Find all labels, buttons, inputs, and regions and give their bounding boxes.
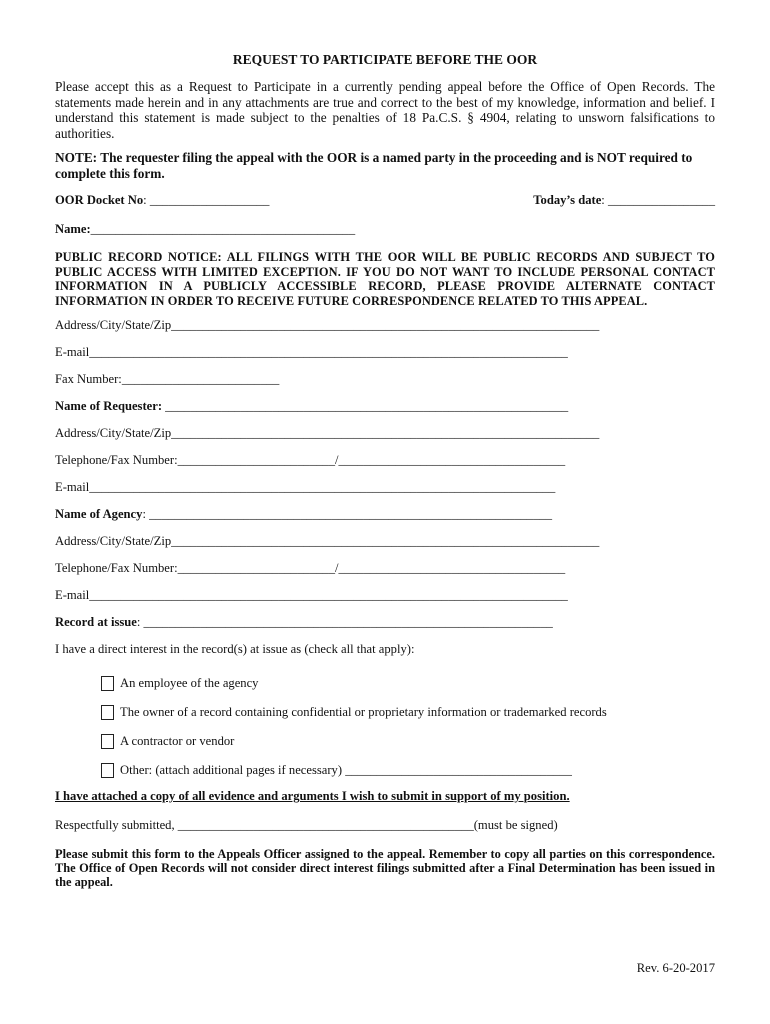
option-other-label: Other: (attach additional pages if necessary) ____________________________________ [120, 763, 572, 778]
requester-name-label: Name of Requester: [55, 399, 163, 414]
requester-email-line: __________________________________________________________________________ [89, 480, 556, 495]
name-line: __________________________________________ [90, 222, 356, 236]
option-owner-label: The owner of a record containing confidential or proprietary information or trademarked records [120, 705, 607, 720]
option-owner[interactable] [101, 698, 715, 727]
record-label: Record at issue [55, 615, 137, 630]
requester-address-line: ____________________________________________________________________ [171, 426, 600, 441]
contact-address-field[interactable] [55, 318, 715, 345]
docket-field[interactable] [55, 193, 269, 208]
agency-phone-line: _________________________ [177, 561, 335, 576]
public-record-notice: PUBLIC RECORD NOTICE: ALL FILINGS WITH THE OOR WILL BE PUBLIC RECORDS AND SUBJECT TO PUBLIC ACCESS WITH LIMITED EXCEPTION. IF YOU DO NOT WANT TO INCLUDE PERSONAL CONTACT INFORMATION IN A PUBLICLY ACCESSIBLE RECORD, PLEASE PROVIDE ALTERNATE CONTACT INFORMATION IN ORDER TO RECEIVE FUTURE CORRESPONDENCE RELATED TO THIS APPEAL. [55, 250, 715, 308]
date-colon: : [601, 193, 608, 207]
requester-email-field[interactable] [55, 480, 715, 507]
agency-phone-slash: / [335, 561, 339, 576]
agency-email-field[interactable] [55, 588, 715, 615]
form-title: REQUEST TO PARTICIPATE BEFORE THE OOR [232, 52, 538, 67]
agency-address-label: Address/City/State/Zip [55, 534, 172, 549]
contact-fax-field[interactable] [55, 372, 715, 399]
docket-colon: : [143, 193, 150, 207]
docket-date-row [55, 193, 715, 208]
requester-name-field[interactable] [55, 399, 715, 426]
contact-address-line: ____________________________________________________________________ [171, 318, 600, 333]
requester-fax-line: ____________________________________ [338, 453, 566, 468]
docket-label: OOR Docket No [55, 193, 144, 207]
requester-phone-label: Telephone/Fax Number: [55, 453, 178, 468]
requester-address-label: Address/City/State/Zip [55, 426, 172, 441]
requester-address-field[interactable] [55, 426, 715, 453]
agency-address-field[interactable] [55, 534, 715, 561]
contact-fax-line: _________________________ [121, 372, 280, 387]
option-other[interactable] [101, 756, 715, 785]
name-field[interactable] [55, 222, 715, 237]
requester-email-label: E-mail [55, 480, 90, 495]
contact-address-label: Address/City/State/Zip [55, 318, 172, 333]
agency-name-line: ________________________________________________________________ [149, 507, 553, 522]
agency-phone-field[interactable] [55, 561, 715, 588]
requester-note: NOTE: The requester filing the appeal with the OOR is a named party in the proceeding and is NOT required to complete this form. [55, 150, 693, 181]
option-employee[interactable] [101, 669, 715, 698]
attachment-statement: I have attached a copy of all evidence and arguments I wish to submit in support of my position. [55, 789, 570, 804]
interest-prompt: I have a direct interest in the record(s) at issue as (check all that apply): [55, 642, 415, 657]
date-line: _________________ [607, 193, 715, 207]
other-checkbox[interactable] [101, 763, 114, 778]
record-colon: : [136, 615, 144, 630]
date-label: Today’s date [533, 193, 602, 207]
intro-paragraph: Please accept this as a Request to Participate in a currently pending appeal before the Office of Open Records. The statements made herein and in any attachments are true and correct to the best of my knowledge, information and belief. I understand this statement is made subject to the penalties of 18 Pa.C.S. § 4904, relating to unsworn falsifications to authorities. [55, 79, 715, 141]
agency-email-line: ____________________________________________________________________________ [89, 588, 568, 603]
signature-label: Respectfully submitted, [55, 818, 178, 833]
contractor-checkbox[interactable] [101, 734, 114, 749]
signature-line: _______________________________________________ [177, 818, 474, 833]
option-employee-label: An employee of the agency [120, 676, 259, 691]
contact-email-line: ____________________________________________________________________________ [89, 345, 568, 360]
name-label: Name: [55, 222, 91, 236]
date-field[interactable] [533, 193, 715, 208]
form-page [55, 52, 715, 889]
requester-phone-field[interactable] [55, 453, 715, 480]
docket-line: ___________________ [149, 193, 270, 207]
contact-email-field[interactable] [55, 345, 715, 372]
agency-phone-label: Telephone/Fax Number: [55, 561, 178, 576]
signature-field[interactable] [55, 818, 715, 833]
requester-phone-slash: / [335, 453, 339, 468]
record-at-issue-field[interactable] [55, 615, 715, 642]
agency-colon: : [142, 507, 150, 522]
record-line: _________________________________________________________________ [143, 615, 553, 630]
requester-phone-line: _________________________ [177, 453, 335, 468]
submission-instructions: Please submit this form to the Appeals Officer assigned to the appeal. Remember to copy all parties on this correspondence. The Office of Open Records will not consider direct interest filings submitted after a Final Determination has been issued in the appeal. [55, 847, 715, 890]
agency-fax-line: ____________________________________ [338, 561, 566, 576]
requester-name-line: ________________________________________________________________ [162, 399, 569, 414]
contact-email-label: E-mail [55, 345, 90, 360]
agency-email-label: E-mail [55, 588, 90, 603]
agency-address-line: ____________________________________________________________________ [171, 534, 600, 549]
employee-checkbox[interactable] [101, 676, 114, 691]
option-contractor[interactable] [101, 727, 715, 756]
agency-name-label: Name of Agency [55, 507, 143, 522]
revision-date: Rev. 6-20-2017 [636, 961, 715, 975]
contact-fax-label: Fax Number: [55, 372, 122, 387]
agency-name-field[interactable] [55, 507, 715, 534]
signature-suffix: (must be signed) [473, 818, 558, 833]
owner-checkbox[interactable] [101, 705, 114, 720]
option-contractor-label: A contractor or vendor [120, 734, 235, 749]
